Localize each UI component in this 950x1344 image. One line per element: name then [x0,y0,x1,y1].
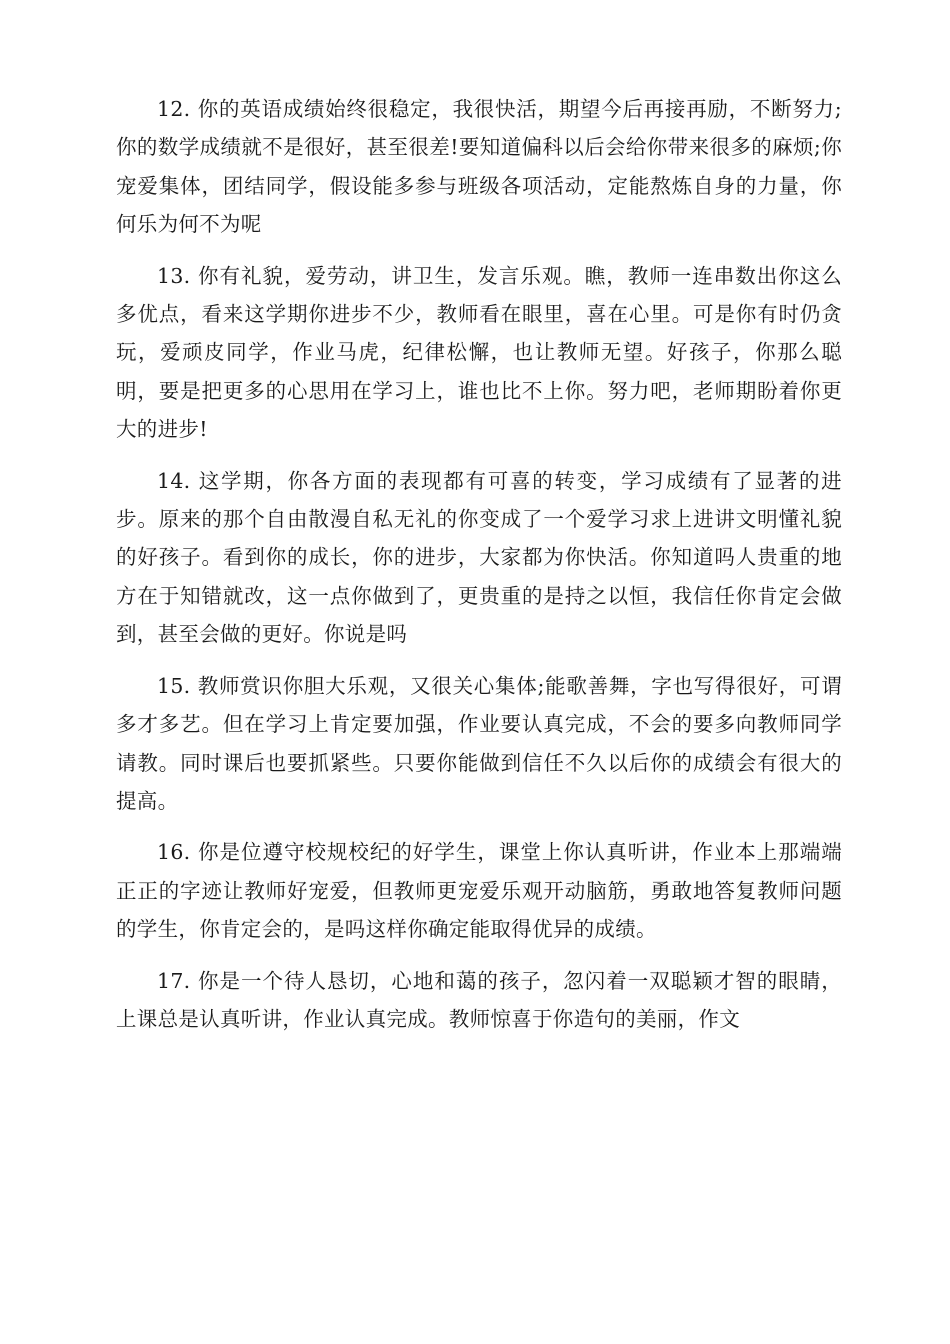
paragraph-15: 15. 教师赏识你胆大乐观，又很关心集体;能歌善舞，字也写得很好，可谓多才多艺。但在学习上肯定要加强，作业要认真完成，不会的要多向教师同学请教。同时课后也要抓紧些。只要你能做到信任不久以后你的成绩会有很大的提高。 [116,673,842,813]
paragraph-12: 12. 你的英语成绩始终很稳定，我很快活，期望今后再接再励，不断努力;你的数学成绩就不是很好，甚至很差!要知道偏科以后会给你带来很多的麻烦;你宠爱集体，团结同学，假设能多参与班级各项活动，定能熬炼自身的力量，你何乐为何不为呢 [116,97,842,237]
document-body [116,90,842,1051]
paragraph-14: 14. 这学期，你各方面的表现都有可喜的转变，学习成绩有了显著的进步。原来的那个自由散漫自私无礼的你变成了一个爱学习求上进讲文明懂礼貌的好孩子。看到你的成长，你的进步，大家都为你快活。你知道吗人贵重的地方在于知错就改，这一点你做到了，更贵重的是持之以恒，我信任你肯定会做到，甚至会做的更好。你说是吗 [116,468,842,647]
paragraph-13: 13. 你有礼貌，爱劳动，讲卫生，发言乐观。瞧，教师一连串数出你这么多优点，看来这学期你进步不少，教师看在眼里，喜在心里。可是你有时仍贪玩，爱顽皮同学，作业马虎，纪律松懈，也让教师无望。好孩子，你那么聪明，要是把更多的心思用在学习上，谁也比不上你。努力吧，老师期盼着你更大的进步! [116,263,842,442]
paragraph-16: 16. 你是位遵守校规校纪的好学生，课堂上你认真听讲，作业本上那端端正正的字迹让教师好宠爱，但教师更宠爱乐观开动脑筋，勇敢地答复教师问题的学生，你肯定会的，是吗这样你确定能取得优异的成绩。 [116,840,842,942]
paragraph-17: 17. 你是一个待人恳切，心地和蔼的孩子，忽闪着一双聪颖才智的眼睛，上课总是认真听讲，作业认真完成。教师惊喜于你造句的美丽，作文 [116,968,842,1031]
